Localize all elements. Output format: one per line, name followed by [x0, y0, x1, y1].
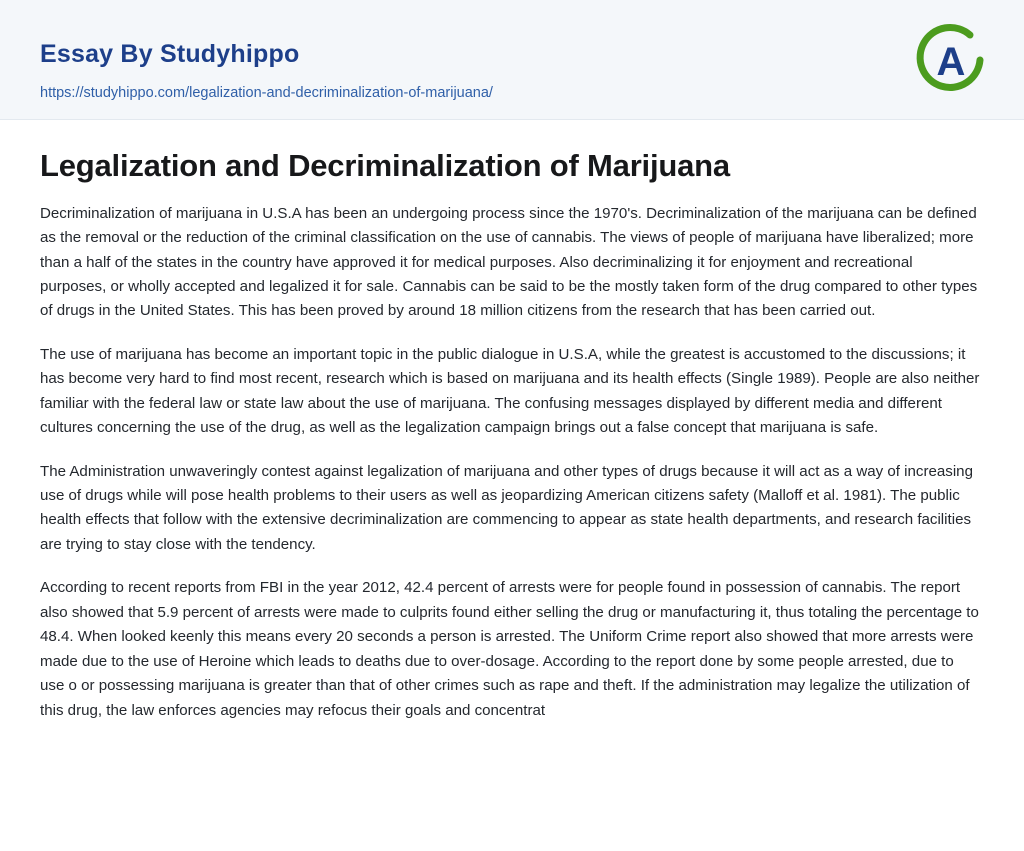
svg-text:A: A	[936, 40, 966, 84]
paragraph: The Administration unwaveringly contest against legalization of marijuana and other types of drugs because it will act as a way of increasing use of drugs while will pose health problems to their users as well as jeopardizing American citizens safety (Malloff et al. 1981). The public health effects that follow with the extensive decriminalization are commencing to appear as state health departments, and research facilities are trying to stay close with the tendency.	[40, 462, 973, 553]
document-body	[0, 120, 1024, 723]
site-header	[0, 0, 1024, 120]
paragraph: The use of marijuana has become an important topic in the public dialogue in U.S.A, while the greatest is accustomed to the discussions; it has become very hard to find most recent, research which is based on marijuana and its health effects (Single 1989). People are also neither familiar with the federal law or state law about the use of marijuana. The confusing messages displayed by different media and different cultures concerning the use of the drug, as well as the legalization campaign brings out a false concept that marijuana is safe.	[40, 345, 980, 437]
studyhippo-a-logo-icon	[912, 22, 988, 98]
paragraph: Decriminalization of marijuana in U.S.A has been an undergoing process since the 1970's. Decriminalization of the marijuana can be defined as the removal or the reduction of the criminal classification on the use of cannabis. The views of people of marijuana have liberalized; more than a half of the states in the country have approved it for medical purposes. Also decriminalizing it for enjoyment and recreational purposes, or wholly accepted and legalized it for sale. Cannabis can be said to be the mostly taken form of the drug compared to other types of drugs in the United States. This has been proved by around 18 million citizens from the research that has been carried out.	[40, 204, 978, 320]
source-url-link[interactable]: https://studyhippo.com/legalization-and-decriminalization-of-marijuana/	[40, 85, 493, 101]
page-title: Legalization and Decriminalization of Marijuana	[40, 148, 730, 183]
paragraph: According to recent reports from FBI in the year 2012, 42.4 percent of arrests were for people found in possession of cannabis. The report also showed that 5.9 percent of arrests were made to culprits found either selling the drug or manufacturing it, thus totaling the percentage to 48.4. When looked keenly this means every 20 seconds a person is arrested. The Uniform Crime report also showed that more arrests were made due to the use of Heroine which leads to deaths due to over-dosage. According to the report done by some people arrested, due to use o or possessing marijuana is greater than that of other crimes such as rape and theft. If the administration may legalize the utilization of this drug, the law enforces agencies may refocus their goals and concentrat	[40, 579, 979, 719]
brand-title: Essay By Studyhippo	[40, 40, 300, 68]
